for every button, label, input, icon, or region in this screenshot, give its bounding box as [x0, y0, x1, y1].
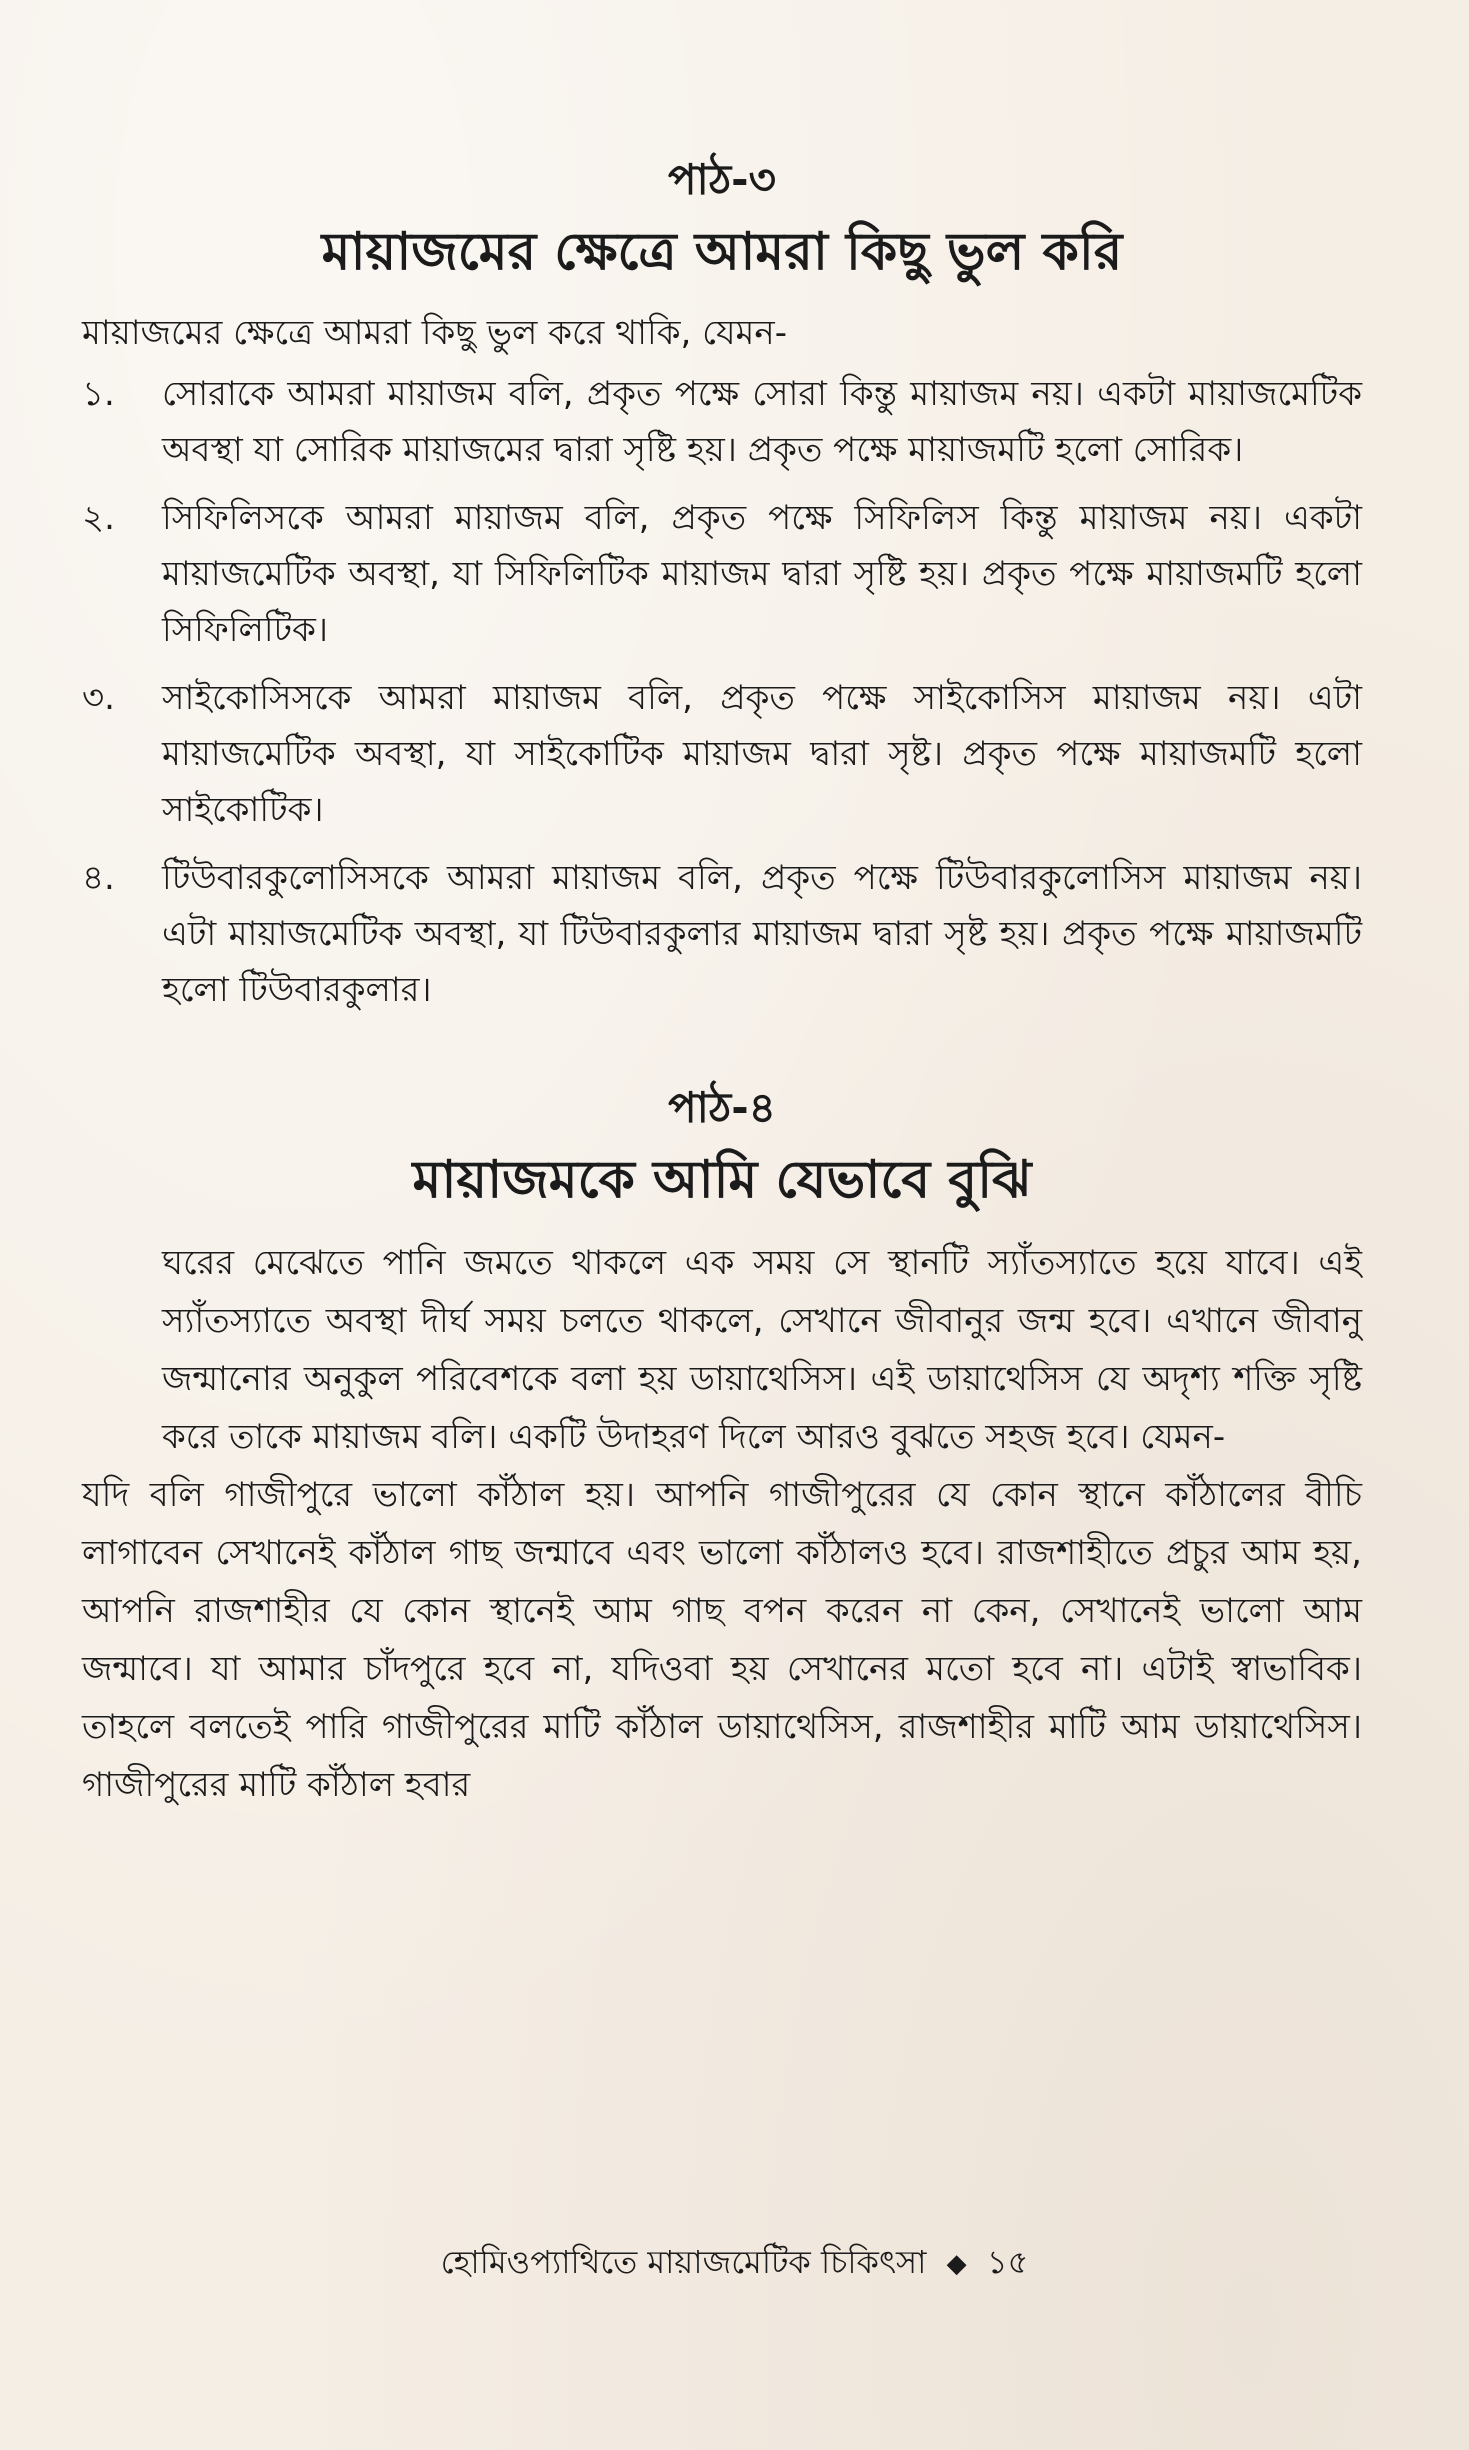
list-item: [82, 366, 1362, 478]
list-item-number: ৪.: [82, 858, 115, 898]
lesson-4-section: [82, 1078, 1362, 1814]
mistakes-list: [82, 366, 1362, 1018]
footer-book-title: হোমিওপ্যাথিতে মায়াজমেটিক চিকিৎসা: [440, 2243, 927, 2281]
list-item-text: সাইকোসিসকে আমরা মায়াজম বলি, প্রকৃত পক্ষে সাইকোসিস মায়াজম নয়। এটা মায়াজমেটিক অবস্থা, যা সাইকোটিক মায়াজম দ্বারা সৃষ্ট। প্রকৃত পক্ষে মায়াজমটি হলো সাইকোটিক।: [162, 678, 1362, 830]
list-item-text: সিফিলিসকে আমরা মায়াজম বলি, প্রকৃত পক্ষে সিফিলিস কিন্তু মায়াজম নয়। একটা মায়াজমেটিক অবস্থা, যা সিফিলিটিক মায়াজম দ্বারা সৃষ্টি হয়। প্রকৃত পক্ষে মায়াজমটি হলো সিফিলিটিক।: [162, 498, 1362, 650]
page-number: ১৫: [986, 2243, 1029, 2281]
list-item-number: ১.: [82, 374, 115, 414]
list-item-number: ৩.: [82, 678, 115, 718]
page-content: [82, 150, 1362, 1814]
diamond-separator-icon: ◆: [946, 2249, 967, 2279]
lesson-4-paragraph-2: যদি বলি গাজীপুরে ভালো কাঁঠাল হয়। আপনি গাজীপুরের যে কোন স্থানে কাঁঠালের বীচি লাগাবেন সেখানেই কাঁঠাল গাছ জন্মাবে এবং ভালো কাঁঠালও হবে। রাজশাহীতে প্রচুর আম হয়, আপনি রাজশাহীর যে কোন স্থানেই আম গাছ বপন করেন না কেন, সেখানেই ভালো আম জন্মাবে। যা আমার চাঁদপুরে হবে না, যদিওবা হয় সেখানের মতো হবে না। এটাই স্বাভাবিক। তাহলে বলতেই পারি গাজীপুরের মাটি কাঁঠাল ডায়াথেসিস, রাজশাহীর মাটি আম ডায়াথেসিস। গাজীপুরের মাটি কাঁঠাল হবার: [82, 1475, 1362, 1805]
lesson-3-section: [82, 150, 1362, 1018]
list-item-number: ২.: [82, 498, 115, 538]
lesson-4-title: মায়াজমকে আমি যেভাবে বুঝি: [412, 1150, 1032, 1210]
lesson-3-intro: মায়াজমের ক্ষেত্রে আমরা কিছু ভুল করে থাকি, যেমন-: [82, 313, 787, 353]
lesson-3-title: মায়াজমের ক্ষেত্রে আমরা কিছু ভুল করি: [321, 222, 1123, 282]
lesson-4-paragraph-1: ঘরের মেঝেতে পানি জমতে থাকলে এক সময় সে স্থানটি স্যাঁতস্যাতে হয়ে যাবে। এই স্যাঁতস্যাতে অবস্থা দীর্ঘ সময় চলতে থাকলে, সেখানে জীবানুর জন্ম হবে। এখানে জীবানু জন্মানোর অনুকুল পরিবেশকে বলা হয় ডায়াথেসিস। এই ডায়াথেসিস যে অদৃশ্য শক্তি সৃষ্টি করে তাকে মায়াজম বলি। একটি উদাহরণ দিলে আরও বুঝতে সহজ হবে। যেমন-: [162, 1243, 1362, 1457]
list-item-text: টিউবারকুলোসিসকে আমরা মায়াজম বলি, প্রকৃত পক্ষে টিউবারকুলোসিস মায়াজম নয়। এটা মায়াজমেটিক অবস্থা, যা টিউবারকুলার মায়াজম দ্বারা সৃষ্ট হয়। প্রকৃত পক্ষে মায়াজমটি হলো টিউবারকুলার।: [162, 858, 1362, 1010]
lesson-4-label: পাঠ-৪: [668, 1083, 776, 1132]
list-item: [82, 670, 1362, 838]
lesson-3-label: পাঠ-৩: [668, 155, 776, 204]
page-footer: [0, 2240, 1469, 2286]
list-item: [82, 850, 1362, 1018]
list-item-text: সোরাকে আমরা মায়াজম বলি, প্রকৃত পক্ষে সোরা কিন্তু মায়াজম নয়। একটা মায়াজমেটিক অবস্থা যা সোরিক মায়াজমের দ্বারা সৃষ্টি হয়। প্রকৃত পক্ষে মায়াজমটি হলো সোরিক।: [162, 374, 1362, 470]
list-item: [82, 490, 1362, 658]
